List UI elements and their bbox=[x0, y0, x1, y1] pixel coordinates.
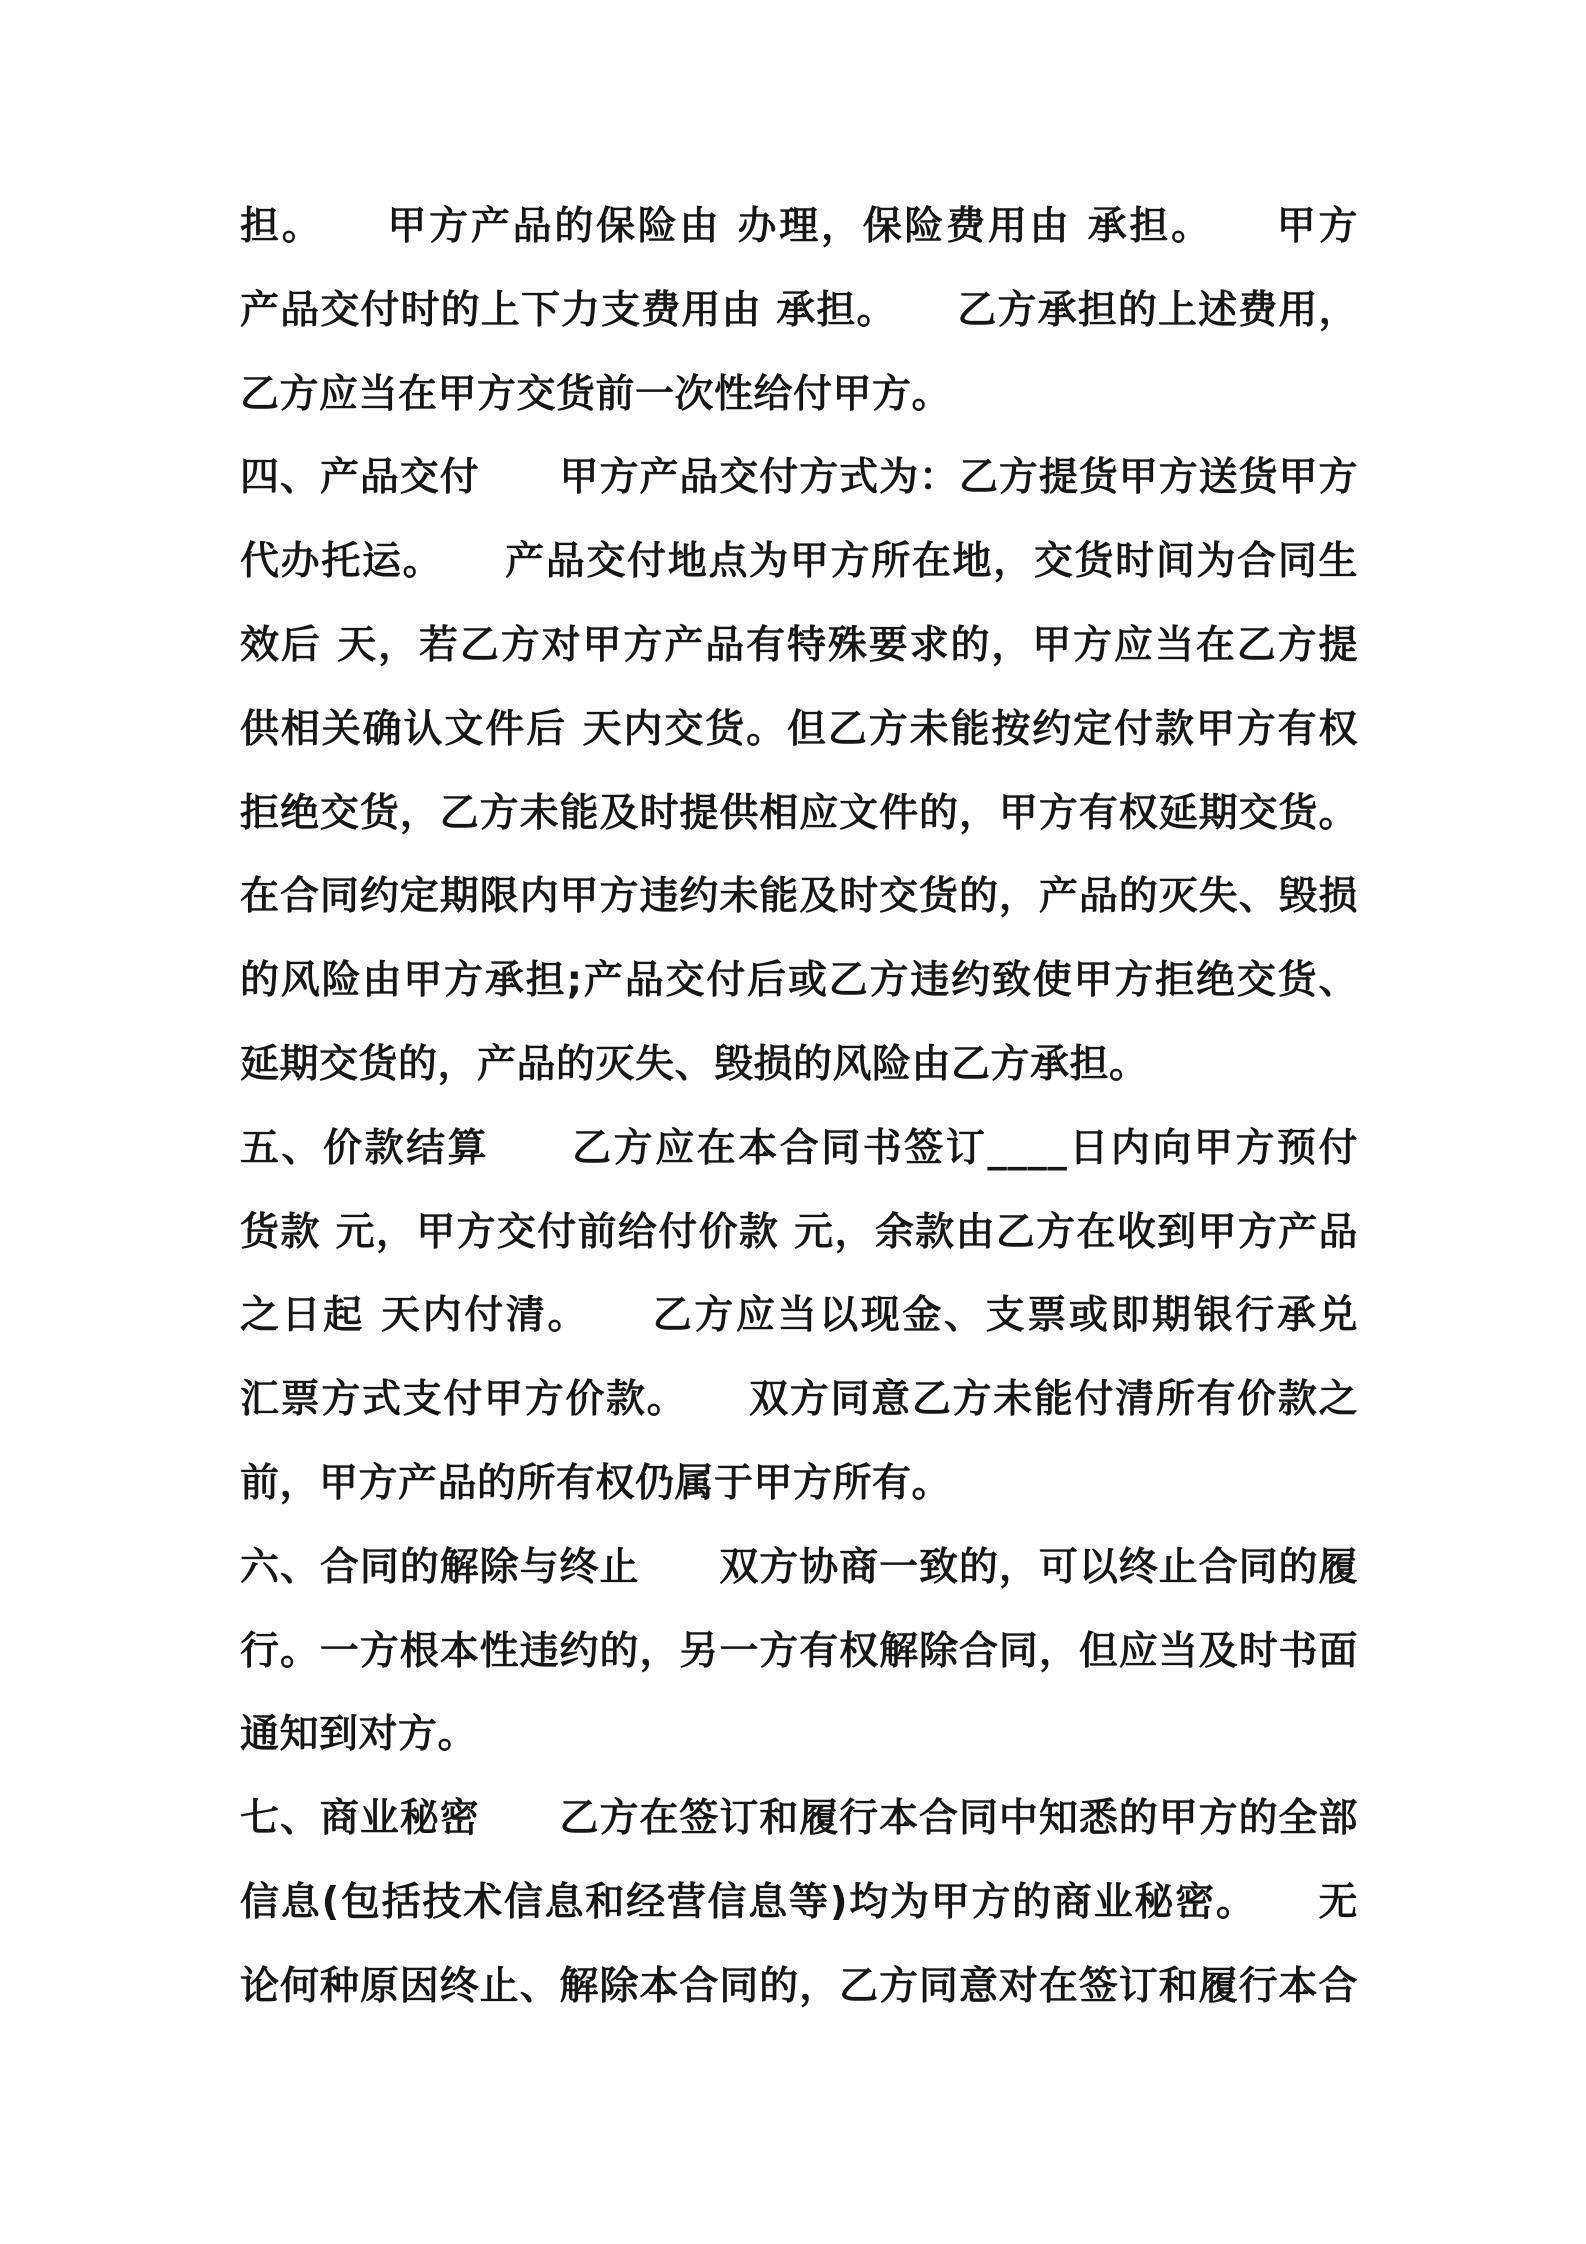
text-line: 行。一方根本性违约的，另一方有权解除合同，但应当及时书面 bbox=[240, 1628, 1358, 1674]
section-heading-line: 四、产品交付 甲方产品交付方式为：乙方提货甲方送货甲方 bbox=[240, 455, 1358, 501]
document-body bbox=[240, 185, 1358, 2029]
text-line: 担。 甲方产品的保险由 办理，保险费用由 承担。 甲方 bbox=[240, 204, 1358, 249]
text-line: 乙方应当在甲方交货前一次性给付甲方。 bbox=[240, 371, 952, 417]
text-line: 汇票方式支付甲方价款。 双方同意乙方未能付清所有价款之 bbox=[240, 1377, 1358, 1423]
text-line: 供相关确认文件后 天内交货。但乙方未能按约定付款甲方有权 bbox=[240, 706, 1358, 752]
section-heading-line: 七、商业秘密 乙方在签订和履行本合同中知悉的甲方的全部 bbox=[240, 1796, 1358, 1842]
text-line: 效后 天，若乙方对甲方产品有特殊要求的，甲方应当在乙方提 bbox=[240, 622, 1358, 668]
text-line: 产品交付时的上下力支费用由 承担。 乙方承担的上述费用， bbox=[240, 287, 1358, 333]
text-line: 之日起 天内付清。 乙方应当以现金、支票或即期银行承兑 bbox=[240, 1293, 1358, 1339]
section-heading-line: 六、合同的解除与终止 双方协商一致的，可以终止合同的履 bbox=[240, 1544, 1358, 1590]
text-line: 代办托运。 产品交付地点为甲方所在地，交货时间为合同生 bbox=[240, 539, 1358, 585]
text-line: 货款 元，甲方交付前给付价款 元，余款由乙方在收到甲方产品 bbox=[240, 1209, 1358, 1255]
text-line: 通知到对方。 bbox=[240, 1712, 478, 1758]
text-line: 前，甲方产品的所有权仍属于甲方所有。 bbox=[240, 1460, 952, 1506]
section-heading-line: 五、价款结算 乙方应在本合同书签订____日内向甲方预付 bbox=[240, 1125, 1358, 1171]
text-line: 在合同约定期限内甲方违约未能及时交货的，产品的灭失、毁损 bbox=[240, 874, 1358, 920]
text-line: 信息(包括技术信息和经营信息等)均为甲方的商业秘密。 无 bbox=[240, 1879, 1358, 1925]
text-line: 论何种原因终止、解除本合同的，乙方同意对在签订和履行本合 bbox=[240, 1963, 1358, 2009]
text-line: 拒绝交货，乙方未能及时提供相应文件的，甲方有权延期交货。 bbox=[240, 790, 1358, 836]
text-line: 延期交货的，产品的灭失、毁损的风险由乙方承担。 bbox=[240, 1041, 1149, 1087]
text-line: 的风险由甲方承担;产品交付后或乙方违约致使甲方拒绝交货、 bbox=[240, 958, 1358, 1004]
